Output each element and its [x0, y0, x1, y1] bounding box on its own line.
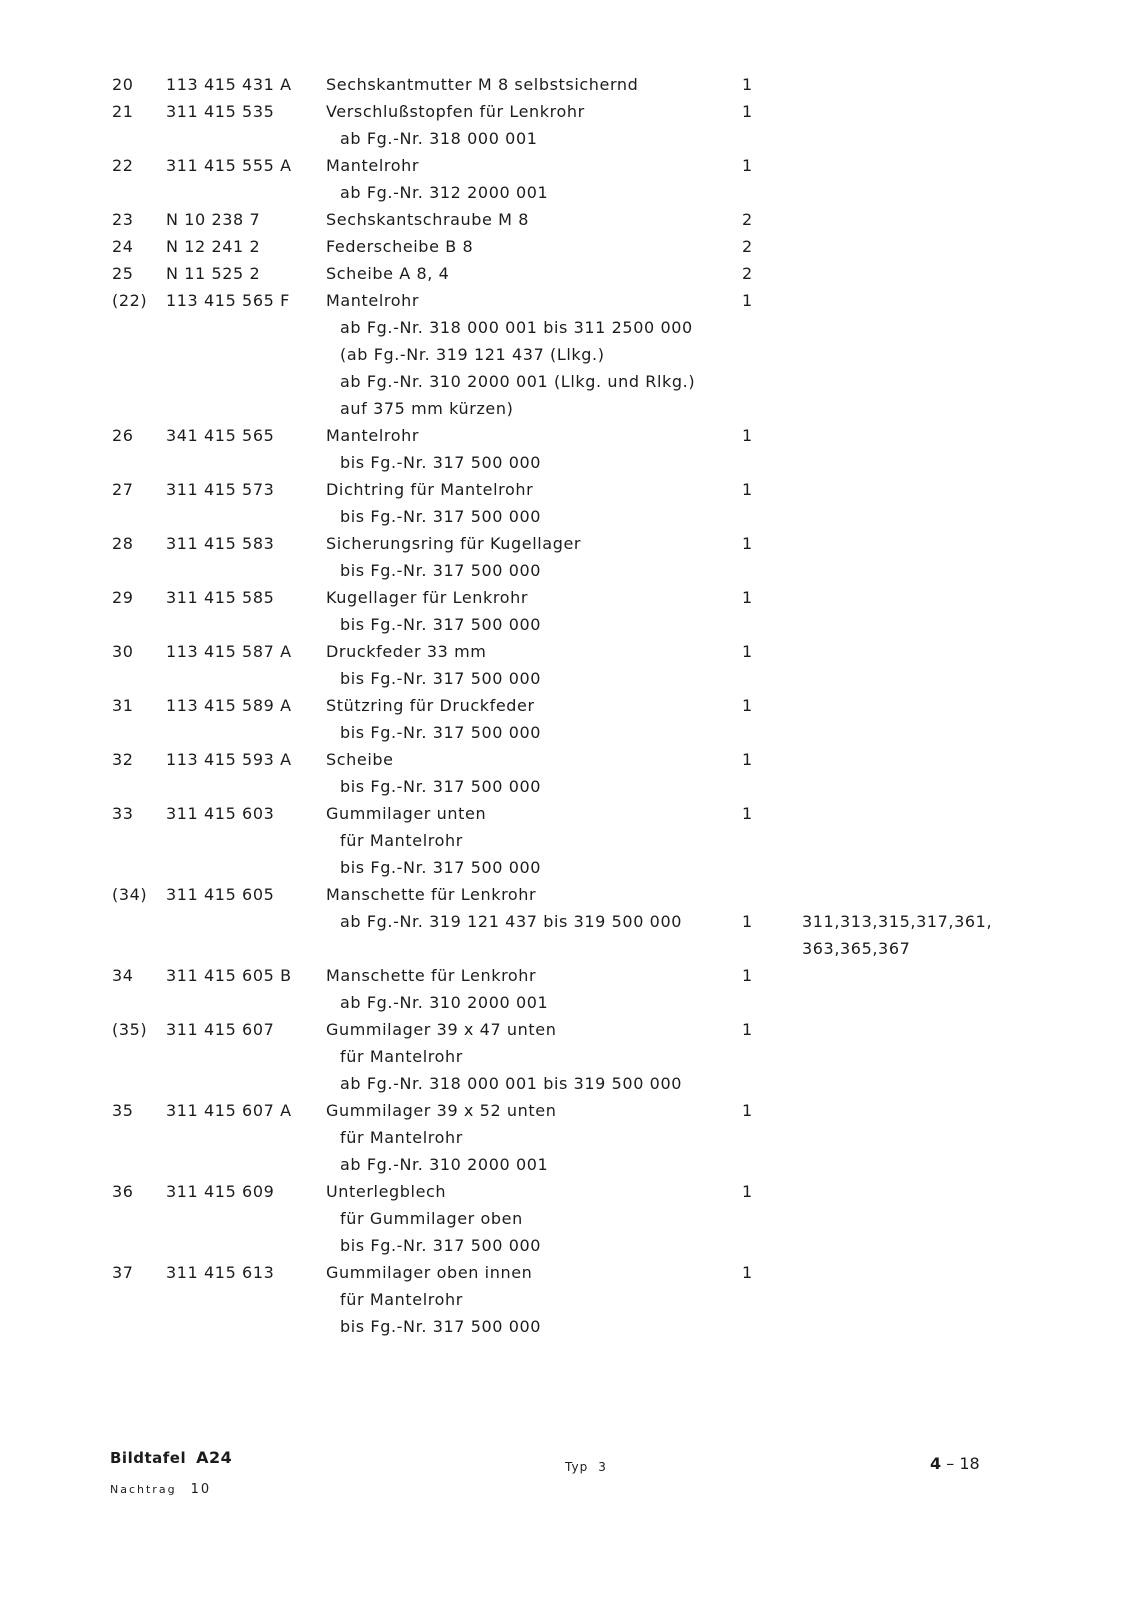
- position-number: 30: [112, 642, 134, 661]
- type-reference: [565, 1460, 607, 1474]
- position-number: 24: [112, 237, 134, 256]
- plate-reference: [110, 1448, 232, 1467]
- part-description: Scheibe: [326, 750, 394, 769]
- page-prefix: 4: [930, 1454, 942, 1473]
- part-number: 311 415 585: [166, 588, 275, 607]
- position-number: 36: [112, 1182, 134, 1201]
- quantity: 1: [742, 750, 753, 769]
- part-note: ab Fg.-Nr. 319 121 437 bis 319 500 000: [340, 912, 683, 931]
- part-description: Manschette für Lenkrohr: [326, 885, 537, 904]
- part-number: 311 415 603: [166, 804, 275, 823]
- part-note: für Gummilager oben: [340, 1209, 523, 1228]
- part-number: 311 415 605: [166, 885, 275, 904]
- part-description: Sicherungsring für Kugellager: [326, 534, 582, 553]
- part-number: 113 415 431 A: [166, 75, 292, 94]
- quantity: 2: [742, 237, 753, 256]
- plate-number: A24: [196, 1448, 233, 1467]
- quantity: 1: [742, 588, 753, 607]
- quantity: 1: [742, 804, 753, 823]
- position-number: 25: [112, 264, 134, 283]
- position-number: 31: [112, 696, 134, 715]
- part-note: bis Fg.-Nr. 317 500 000: [340, 507, 542, 526]
- supplement-number: 10: [190, 1482, 212, 1497]
- part-description: Dichtring für Mantelrohr: [326, 480, 534, 499]
- part-note: (ab Fg.-Nr. 319 121 437 (Llkg.): [340, 345, 605, 364]
- part-number: 311 415 607 A: [166, 1101, 292, 1120]
- part-description: Gummilager 39 x 52 unten: [326, 1101, 557, 1120]
- part-number: 311 415 535: [166, 102, 275, 121]
- part-number: N 10 238 7: [166, 210, 261, 229]
- part-number: 113 415 587 A: [166, 642, 292, 661]
- type-number: 3: [598, 1460, 607, 1474]
- position-number: 23: [112, 210, 134, 229]
- position-number: 21: [112, 102, 134, 121]
- quantity: 2: [742, 264, 753, 283]
- part-description: Druckfeder 33 mm: [326, 642, 487, 661]
- part-description: Sechskantmutter M 8 selbstsichernd: [326, 75, 639, 94]
- page-suffix: – 18: [941, 1454, 980, 1473]
- supplement-label: Nachtrag: [110, 1483, 177, 1496]
- part-number: 341 415 565: [166, 426, 275, 445]
- position-number: 26: [112, 426, 134, 445]
- quantity: 1: [742, 642, 753, 661]
- part-note: bis Fg.-Nr. 317 500 000: [340, 615, 542, 634]
- quantity: 1: [742, 1020, 753, 1039]
- part-number: 113 415 565 F: [166, 291, 290, 310]
- position-number: 29: [112, 588, 134, 607]
- quantity: 2: [742, 210, 753, 229]
- part-description: Gummilager unten: [326, 804, 487, 823]
- part-note: bis Fg.-Nr. 317 500 000: [340, 669, 542, 688]
- part-note: ab Fg.-Nr. 310 2000 001: [340, 1155, 549, 1174]
- part-note: für Mantelrohr: [340, 1290, 463, 1309]
- part-number: 311 415 609: [166, 1182, 275, 1201]
- part-note: bis Fg.-Nr. 317 500 000: [340, 453, 542, 472]
- part-description: Federscheibe B 8: [326, 237, 474, 256]
- position-number: 28: [112, 534, 134, 553]
- part-description: Unterlegblech: [326, 1182, 447, 1201]
- part-number: 113 415 593 A: [166, 750, 292, 769]
- quantity: 1: [742, 1101, 753, 1120]
- quantity: 1: [742, 426, 753, 445]
- position-number: 27: [112, 480, 134, 499]
- quantity: 1: [742, 1263, 753, 1282]
- applicable-types: 363,365,367: [802, 939, 911, 958]
- part-note: ab Fg.-Nr. 310 2000 001: [340, 993, 549, 1012]
- part-note: ab Fg.-Nr. 310 2000 001 (Llkg. und Rlkg.): [340, 372, 696, 391]
- part-description: Mantelrohr: [326, 426, 420, 445]
- part-note: ab Fg.-Nr. 318 000 001 bis 319 500 000: [340, 1074, 683, 1093]
- page-number: [930, 1454, 980, 1473]
- part-note: für Mantelrohr: [340, 1128, 463, 1147]
- type-label: Typ: [565, 1460, 589, 1474]
- part-note: auf 375 mm kürzen): [340, 399, 514, 418]
- part-note: ab Fg.-Nr. 312 2000 001: [340, 183, 549, 202]
- position-number: 33: [112, 804, 134, 823]
- part-description: Mantelrohr: [326, 156, 420, 175]
- part-description: Stützring für Druckfeder: [326, 696, 535, 715]
- part-description: Gummilager 39 x 47 unten: [326, 1020, 557, 1039]
- part-number: 311 415 583: [166, 534, 275, 553]
- part-note: ab Fg.-Nr. 318 000 001: [340, 129, 538, 148]
- position-number: 35: [112, 1101, 134, 1120]
- part-note: für Mantelrohr: [340, 831, 463, 850]
- position-number: (34): [112, 885, 148, 904]
- position-number: 37: [112, 1263, 134, 1282]
- part-note: bis Fg.-Nr. 317 500 000: [340, 561, 542, 580]
- quantity: 1: [742, 480, 753, 499]
- quantity: 1: [742, 1182, 753, 1201]
- quantity: 1: [742, 75, 753, 94]
- part-note: bis Fg.-Nr. 317 500 000: [340, 723, 542, 742]
- part-number: N 11 525 2: [166, 264, 261, 283]
- quantity: 1: [742, 912, 753, 931]
- part-note: bis Fg.-Nr. 317 500 000: [340, 1236, 542, 1255]
- part-description: Manschette für Lenkrohr: [326, 966, 537, 985]
- part-note: bis Fg.-Nr. 317 500 000: [340, 858, 542, 877]
- part-number: N 12 241 2: [166, 237, 261, 256]
- part-number: 311 415 555 A: [166, 156, 292, 175]
- part-description: Gummilager oben innen: [326, 1263, 533, 1282]
- part-description: Sechskantschraube M 8: [326, 210, 530, 229]
- part-description: Verschlußstopfen für Lenkrohr: [326, 102, 585, 121]
- position-number: (22): [112, 291, 148, 310]
- applicable-types: 311,313,315,317,361,: [802, 912, 993, 931]
- quantity: 1: [742, 966, 753, 985]
- part-note: bis Fg.-Nr. 317 500 000: [340, 777, 542, 796]
- quantity: 1: [742, 291, 753, 310]
- quantity: 1: [742, 156, 753, 175]
- position-number: 34: [112, 966, 134, 985]
- part-description: Kugellager für Lenkrohr: [326, 588, 529, 607]
- part-note: ab Fg.-Nr. 318 000 001 bis 311 2500 000: [340, 318, 693, 337]
- position-number: 20: [112, 75, 134, 94]
- part-number: 311 415 573: [166, 480, 275, 499]
- part-description: Scheibe A 8, 4: [326, 264, 450, 283]
- part-number: 311 415 613: [166, 1263, 275, 1282]
- part-number: 311 415 605 B: [166, 966, 292, 985]
- position-number: (35): [112, 1020, 148, 1039]
- part-number: 113 415 589 A: [166, 696, 292, 715]
- quantity: 1: [742, 696, 753, 715]
- part-note: bis Fg.-Nr. 317 500 000: [340, 1317, 542, 1336]
- part-note: für Mantelrohr: [340, 1047, 463, 1066]
- quantity: 1: [742, 102, 753, 121]
- position-number: 32: [112, 750, 134, 769]
- supplement-reference: [110, 1482, 211, 1497]
- quantity: 1: [742, 534, 753, 553]
- plate-label: Bildtafel: [110, 1449, 187, 1467]
- part-description: Mantelrohr: [326, 291, 420, 310]
- position-number: 22: [112, 156, 134, 175]
- part-number: 311 415 607: [166, 1020, 275, 1039]
